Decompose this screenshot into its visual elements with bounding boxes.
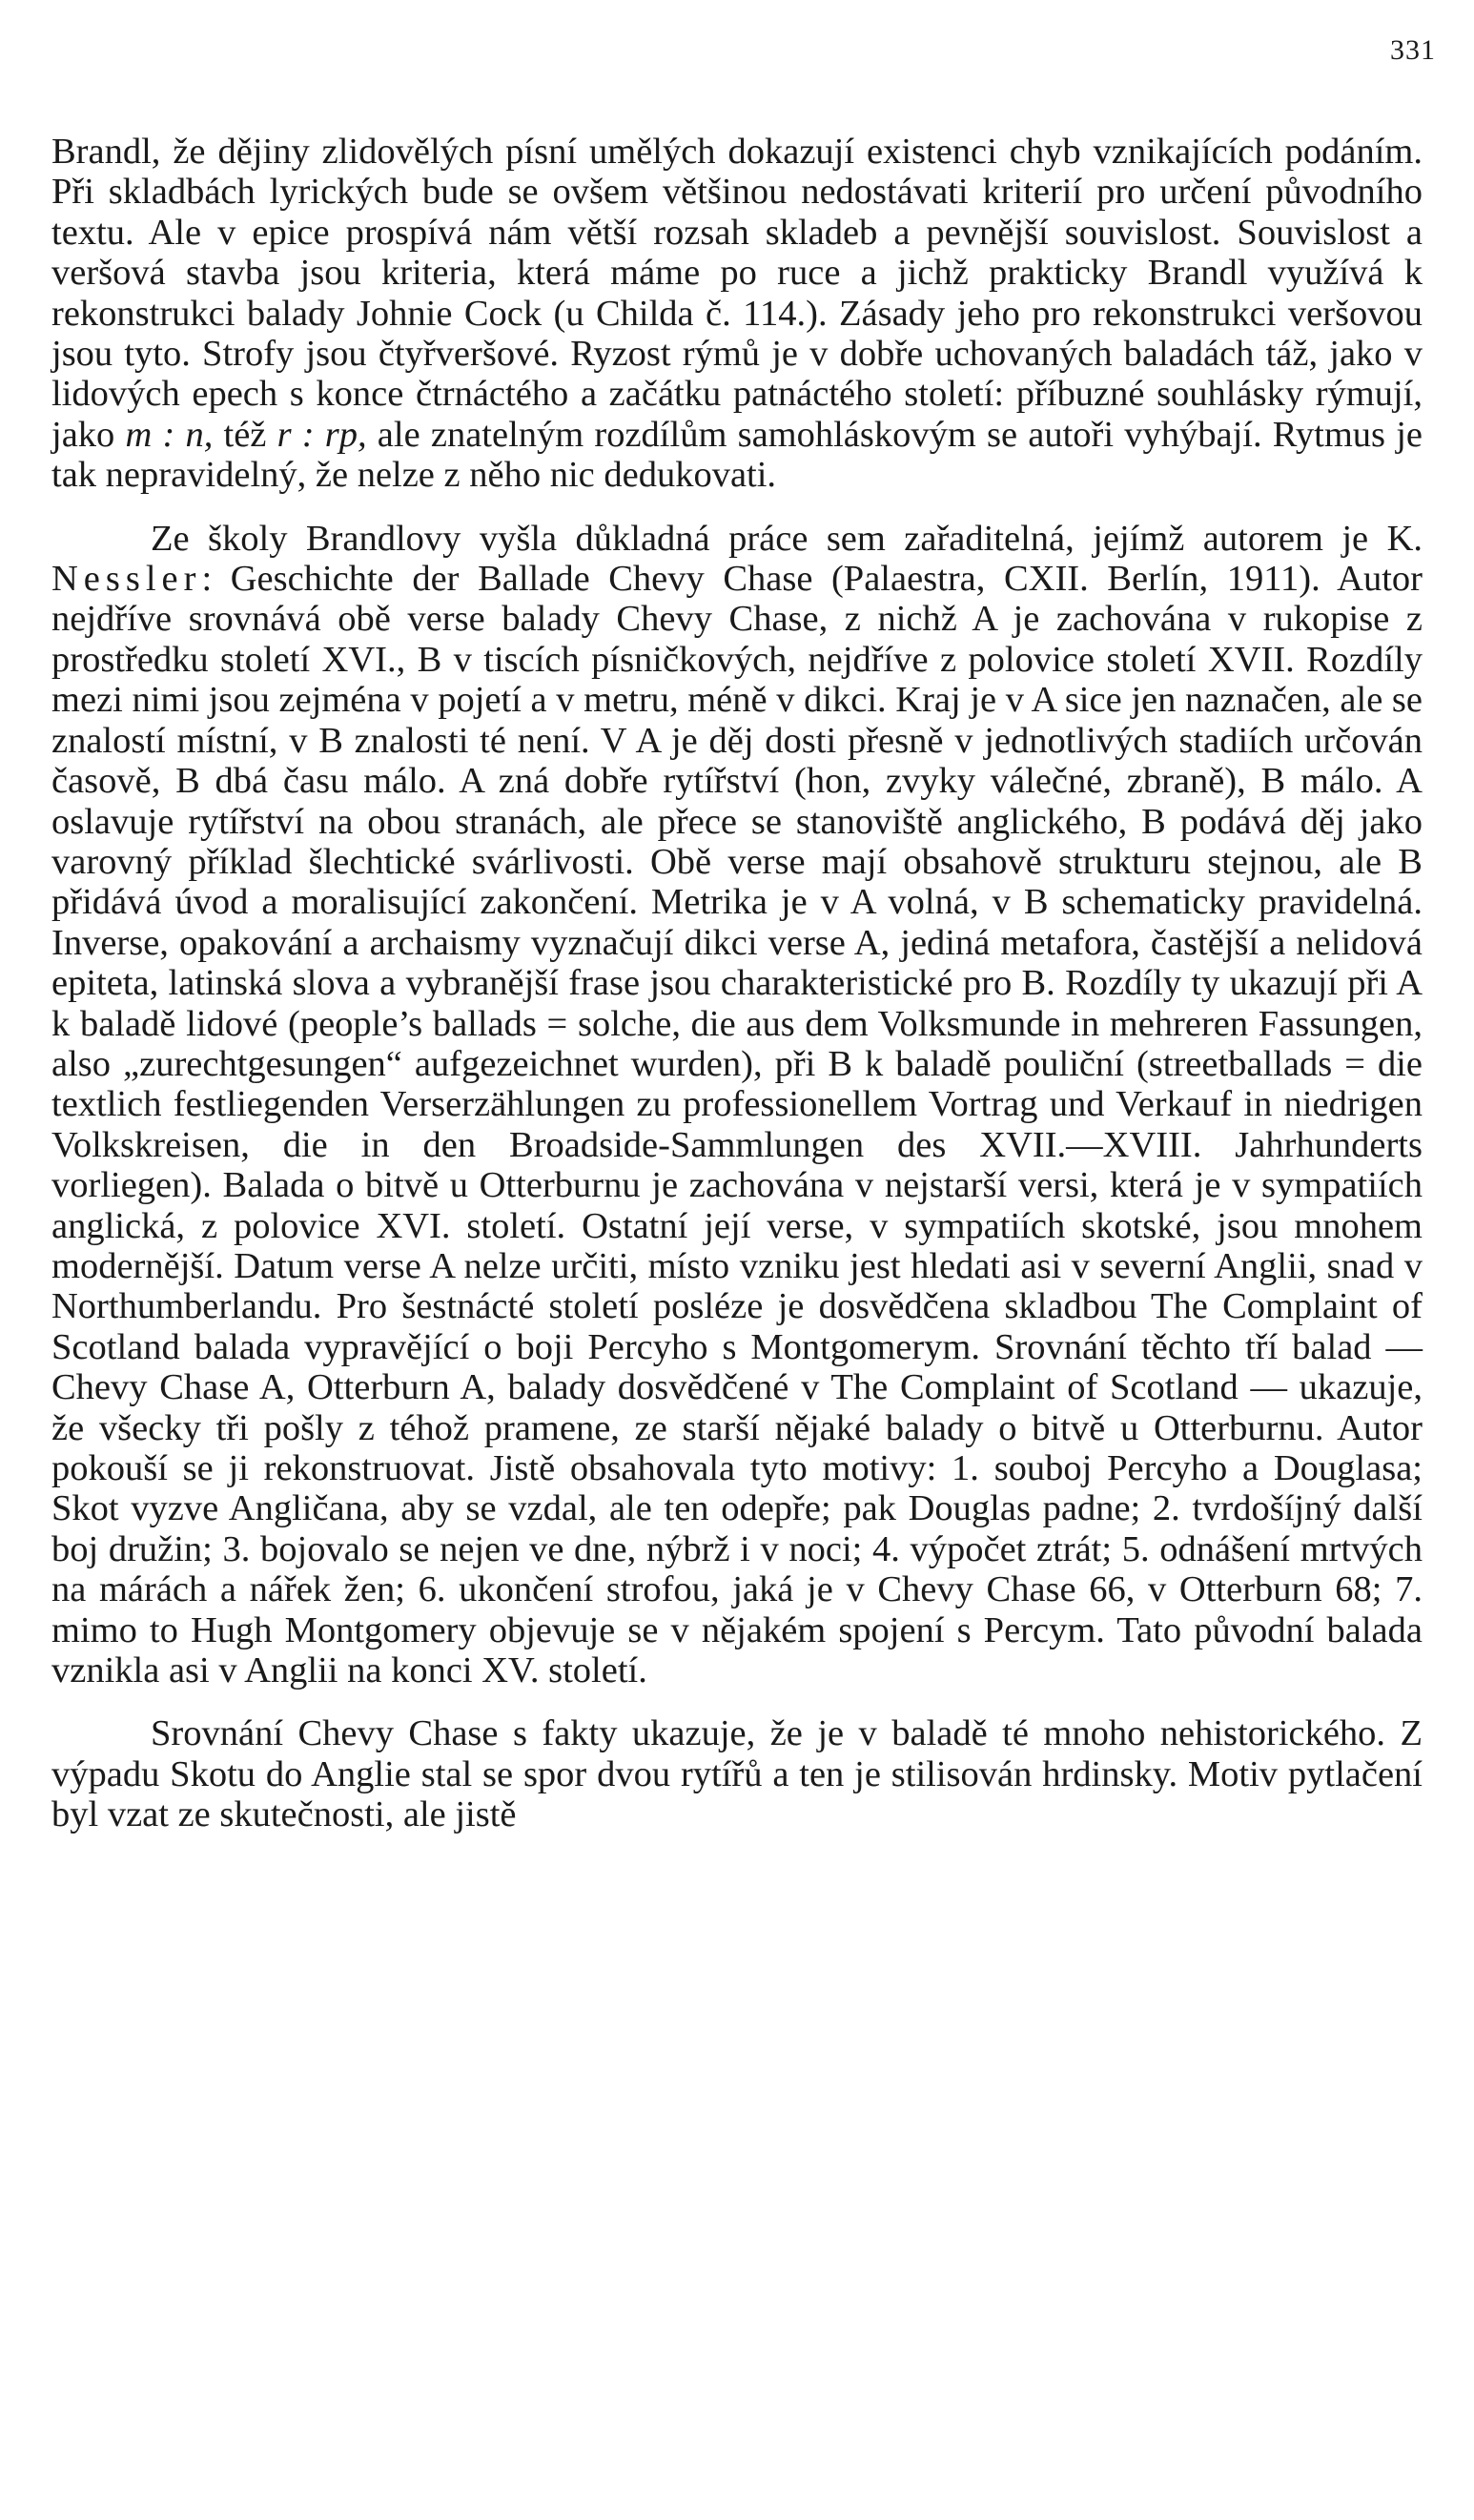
paragraph-2-text-a: Ze školy Brandlovy vyšla důkladná práce sem zařaditelná, jejímž autorem je K.	[151, 518, 1423, 559]
body-text	[51, 132, 1423, 1835]
paragraph-1	[51, 132, 1423, 496]
paragraph-1-text-b: též	[213, 414, 277, 455]
paragraph-1-text-a: Brandl, že dějiny zlidovělých písní umělých dokazují existenci chyb vznikajících podáním. Při skladbách lyrických bude se ovšem většinou nedostávati kriterií pro určení původního textu. Ale v epice prospívá nám větší rozsah skladeb a pevnější souvislost. Souvislost a veršová stavba jsou kriteria, která máme po ruce a jichž prakticky Brandl využívá k rekonstrukci balady Johnie Cock (u Childa č. 114.). Zásady jeho pro rekonstrukci veršovou jsou tyto. Strofy jsou čtyřveršové. Ryzost rýmů je v dobře uchovaných baladách táž, jako v lidových epech s konce čtrnáctého a začátku patnáctého století: příbuzné souhlásky rýmují, jako	[51, 132, 1423, 455]
paragraph-3: Srovnání Chevy Chase s fakty ukazuje, že je v baladě té mnoho nehistorického. Z výpadu Skotu do Anglie stal se spor dvou rytířů a ten je stilisován hrdinsky. Motiv pytlačení byl vzat ze skutečnosti, ale jistě	[51, 1713, 1423, 1835]
paragraph-2	[51, 519, 1423, 1691]
paragraph-2-text-b: : Geschichte der Ballade Chevy Chase (Palaestra, CXII. Berlín, 1911). Autor nejdříve srovnává obě verse balady Chevy Chase, z nichž A je zachována v rukopise z prostředku století XVI., B v tiscích písničkových, nejdříve z polovice století XVII. Rozdíly mezi nimi jsou zejména v pojetí a v metru, méně v dikci. Kraj je v A sice jen naznačen, ale se znalostí místní, v B znalosti té není. V A je děj dosti přesně v jednotlivých stadiích určován časově, B dbá času málo. A zná dobře rytířství (hon, zvyky válečné, zbraně), B málo. A oslavuje rytířství na obou stranách, ale přece se stanoviště anglického, B podává děj jako varovný příklad šlechtické svárlivosti. Obě verse mají obsahově strukturu stejnou, ale B přidává úvod a moralisující zakončení. Metrika je v A volná, v B schematicky pravidelná. Inverse, opakování a archaismy vyznačují dikci verse A, jediná metafora, častější a nelidová epiteta, latinská slova a vybranější frase jsou charakteristické pro B. Rozdíly ty ukazují při A k baladě lidové (people’s ballads = solche, die aus dem Volksmunde in mehreren Fassungen, also „zurechtgesungen“ aufgezeichnet wurden), při B k baladě pouliční (streetballads = die textlich festliegenden Verserzählungen zu professionellem Vortrag und Verkauf in niedrigen Volkskreisen, die in den Broadside-Sammlungen des XVII.—XVIII. Jahrhunderts vorliegen). Balada o bitvě u Otterburnu je zachována v nejstarší versi, která je v sympatiích anglická, z polovice XVI. století. Ostatní její verse, v sympatiích skotské, jsou mnohem modernější. Datum verse A nelze určiti, místo vzniku jest hledati asi v severní Anglii, snad v Northumberlandu. Pro šestnácté století posléze je dosvědčena skladbou The Complaint of Scotland balada vypravějící o boji Percyho s Montgomerym. Srovnání těchto tří balad — Chevy Chase A, Otterburn A, balady dosvědčené v The Complaint of Scotland — ukazuje, že všecky tři pošly z téhož pramene, ze starší nějaké balady o bitvě u Otterburnu. Autor pokouší se ji rekonstruovat. Jistě obsahovala tyto motivy: 1. souboj Percyho a Douglasa; Skot vyzve Angličana, aby se vzdal, ale ten odepře; pak Douglas padne; 2. tvrdošíjný další boj družin; 3. bojovalo se nejen ve dne, nýbrž i v noci; 4. výpočet ztrát; 5. odnášení mrtvých na márách a nářek žen; 6. ukončení strofou, jaká je v Chevy Chase 66, v Otterburn 68; 7. mimo to Hugh Montgomery objevuje se v nějakém spojení s Percym. Tato původní balada vznikla asi v Anglii na konci XV. století.	[51, 559, 1423, 1691]
rhyme-example-m-n: m : n,	[125, 414, 214, 455]
paragraph-1-text-c: ale znatelným rozdílům samohláskovým se autoři vyhýbají. Rytmus je tak nepravidelný, že nelze z něho nic dedukovati.	[51, 414, 1423, 496]
author-name: Nessler	[51, 559, 202, 600]
rhyme-example-r-rp: r : rp,	[276, 414, 367, 455]
page-number: 331	[1390, 34, 1436, 66]
